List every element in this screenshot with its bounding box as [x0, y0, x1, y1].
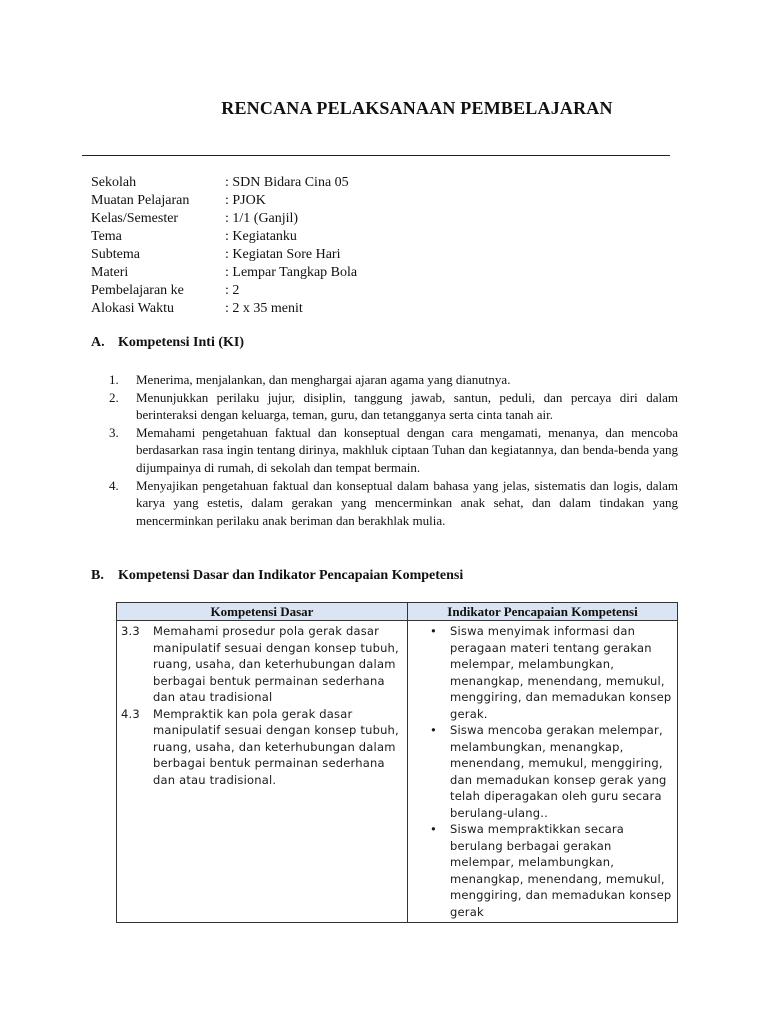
section-a-heading: [91, 335, 244, 351]
meta-value: : SDN Bidara Cina 05: [225, 175, 349, 190]
meta-value: : 2 x 35 menit: [225, 301, 303, 316]
kd-item: [121, 623, 403, 706]
list-text: Memahami pengetahuan faktual dan konseptual dengan cara mengamati, menanya, dan mencoba berdasarkan rasa ingin tentang dirinya, makhluk ciptaan Tuhan dan kegiatannya, dan benda-benda yang dijumpainya di rumah, di sekolah dan tempat bermain.: [136, 424, 678, 475]
ki-list: [109, 371, 678, 529]
indicator-text: Siswa mencoba gerakan melempar, melambungkan, menangkap, menendang, memukul, menggiring, dan memadukan konsep gerak yang telah diperagakan oleh guru secara berulang-ulang..: [450, 723, 667, 820]
meta-row: [91, 174, 357, 192]
meta-value: : Kegiatanku: [225, 229, 297, 244]
bullet-icon: •: [430, 624, 437, 638]
meta-row: [91, 210, 357, 228]
kd-text: Mempraktik kan pola gerak dasar manipulatif sesuai dengan konsep tubuh, ruang, usaha, dan keterhubungan dalam berbagai bentuk permainan sederhana dan atau tradisional.: [153, 706, 399, 787]
section-title: Kompetensi Dasar dan Indikator Pencapaian Kompetensi: [118, 568, 464, 583]
indicator-text: Siswa menyimak informasi dan peragaan materi tentang gerakan melempar, melambungkan, menangkap, menendang, memukul, menggiring, dan memadukan konsep gerak.: [450, 624, 672, 721]
meta-row: [91, 246, 357, 264]
list-number: 2.: [109, 389, 119, 405]
kd-number: 4.3: [121, 706, 140, 721]
meta-key: Muatan Pelajaran: [91, 193, 190, 208]
column-header-kd: Kompetensi Dasar: [117, 603, 408, 621]
meta-value: : 1/1 (Ganjil): [225, 211, 299, 226]
indicator-item: [412, 722, 673, 821]
indicator-cell: [408, 621, 678, 923]
meta-key: Alokasi Waktu: [91, 301, 174, 316]
indicator-item: [412, 821, 673, 920]
meta-row: [91, 300, 357, 318]
meta-row: [91, 192, 357, 210]
kd-cell: [117, 621, 408, 923]
list-item: [109, 389, 678, 424]
list-item: [109, 424, 678, 477]
identity-block: [91, 174, 357, 318]
title-divider: [82, 155, 670, 156]
meta-key: Kelas/Semester: [91, 211, 179, 226]
kd-text: Memahami prosedur pola gerak dasar manipulatif sesuai dengan konsep tubuh, ruang, usaha, dan keterhubungan dalam berbagai bentuk permainan sederhana dan atau tradisional: [153, 624, 399, 704]
meta-value: : Lempar Tangkap Bola: [225, 265, 358, 280]
meta-row: [91, 228, 357, 246]
competency-table: [116, 602, 678, 923]
bullet-icon: •: [430, 822, 437, 836]
list-item: [109, 477, 678, 530]
kd-number: 3.3: [121, 624, 140, 638]
meta-key: Pembelajaran ke: [91, 283, 184, 298]
section-b-heading: [91, 568, 463, 584]
meta-key: Sekolah: [91, 175, 137, 190]
meta-row: [91, 264, 357, 282]
meta-key: Materi: [91, 265, 129, 280]
bullet-icon: •: [430, 723, 437, 737]
meta-value: : 2: [225, 283, 240, 298]
list-number: 3.: [109, 424, 119, 440]
indicator-text: Siswa mempraktikkan secara berulang berbagai gerakan melempar, melambungkan, menangkap, menendang, memukul, menggiring, dan memadukan konsep gerak: [450, 822, 672, 919]
section-title: Kompetensi Inti (KI): [118, 335, 244, 350]
list-text: Menyajikan pengetahuan faktual dan konseptual dalam bahasa yang jelas, sistematis dan logis, dalam karya yang estetis, dalam gerakan yang mencerminkan anak sehat, dan dalam tindakan yang mencerminkan perilaku anak beriman dan berakhlak mulia.: [136, 477, 678, 528]
meta-key: Subtema: [91, 247, 140, 262]
list-text: Menunjukkan perilaku jujur, disiplin, tanggung jawab, santun, peduli, dan percaya diri dalam berinteraksi dengan keluarga, teman, guru, dan tetangganya serta cinta tanah air.: [136, 389, 678, 423]
section-letter: A.: [91, 335, 105, 350]
list-number: 4.: [109, 477, 119, 493]
meta-key: Tema: [91, 229, 122, 244]
section-letter: B.: [91, 568, 104, 583]
indicator-item: [412, 623, 673, 722]
table-row: [117, 621, 678, 923]
table-header-row: [117, 603, 678, 621]
list-text: Menerima, menjalankan, dan menghargai ajaran agama yang dianutnya.: [136, 372, 511, 387]
meta-value: : PJOK: [225, 193, 266, 208]
meta-row: [91, 282, 357, 300]
kd-item: [121, 706, 403, 789]
column-header-indicator: Indikator Pencapaian Kompetensi: [408, 603, 678, 621]
page-title: RENCANA PELAKSANAAN PEMBELAJARAN: [221, 98, 613, 118]
list-item: [109, 371, 678, 389]
meta-value: : Kegiatan Sore Hari: [225, 247, 341, 262]
list-number: 1.: [109, 372, 119, 387]
